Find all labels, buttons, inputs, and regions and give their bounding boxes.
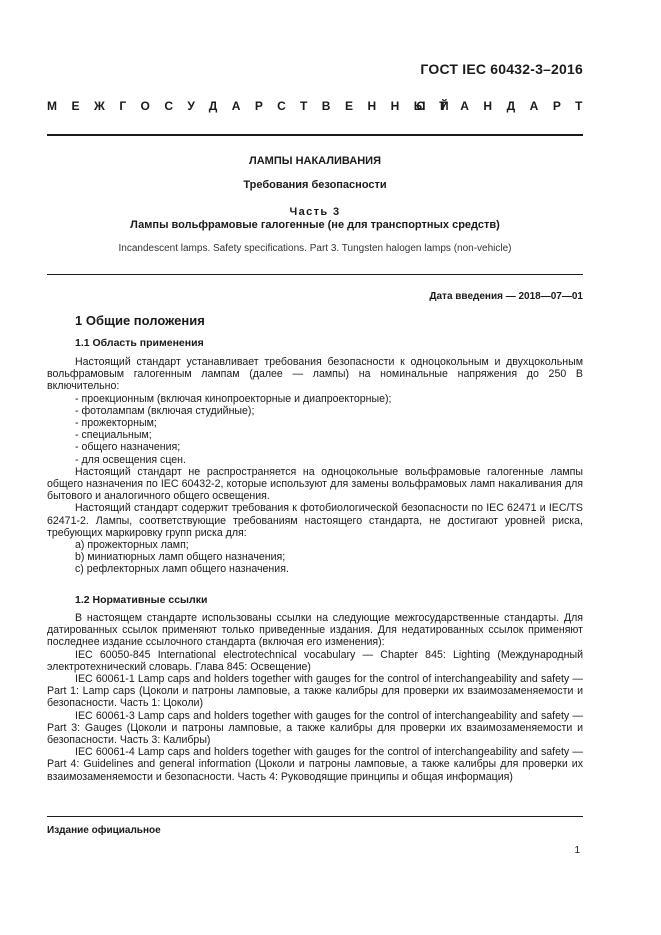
part-title: Лампы вольфрамовые галогенные (не для транспортных средств) (130, 219, 500, 231)
list-item: - фотолампам (включая студийные); (75, 404, 255, 417)
document-code: ГОСТ IEC 60432-3–2016 (420, 61, 583, 77)
paragraph: Настоящий стандарт устанавливает требования безопасности к одноцокольным и двухцокольным вольфрамовым галогенным лампам (далее — лампы) на номинальные напряжения до 250 В включительно: (47, 356, 583, 393)
introduction-date: Дата введения — 2018—07—01 (429, 291, 583, 302)
paragraph: Настоящий стандарт содержит требования к фотобиологической безопасности по IEC 62471 и IEC/TS 62471-2. Лампы, соответствующие требованиям настоящего стандарта, не достигают уровней риска, требующих маркировку групп риска для: (47, 502, 583, 539)
paragraph: Настоящий стандарт не распространяется на одноцокольные вольфрамовые галогенные лампы общего назначения по IEC 60432-2, которые используют для замены вольфрамовых ламп накаливания для бытового и аналогичного общего освещения. (47, 465, 583, 503)
list-item: - специальным; (75, 429, 152, 442)
list-item: - проекционным (включая кинопроекторные и диапроекторные); (75, 392, 392, 405)
reference-entry: IEC 60050-845 International electrotechnical vocabulary — Chapter 845: Lighting (Международный электротехнический словарь. Глава 845: Освещение) (47, 648, 583, 673)
section-1-heading: 1 Общие положения (75, 313, 205, 328)
list-item: - для освещения сцен. (75, 453, 186, 466)
top-divider (47, 134, 583, 136)
section-1-2-body (47, 612, 583, 783)
english-title: Incandescent lamps. Safety specifications. Part 3. Tungsten halogen lamps (non-vehicle) (118, 243, 512, 254)
list-item: b) миниатюрных ламп общего назначения; (75, 551, 286, 564)
footer-divider (47, 816, 583, 817)
list-item: c) рефлекторных ламп общего назначения. (75, 563, 289, 576)
section-1-1-body (47, 356, 583, 576)
list-item: - общего назначения; (75, 441, 181, 454)
document-title: ЛАМПЫ НАКАЛИВАНИЯ (249, 155, 381, 167)
banner-left: МЕЖГОСУДАРСТВЕННЫЙ (47, 99, 464, 113)
paragraph: В настоящем стандарте использованы ссылки на следующие межгосударственные стандарты. Для датированных ссылок применяют только приведенные издания. Для недатированных ссылок применяют последнее издание ссылочного стандарта (включая его изменения): (47, 612, 583, 649)
section-1-1-heading: 1.1 Область применения (75, 337, 204, 349)
banner-right: СТАНДАРТ (416, 99, 597, 113)
document-subtitle: Требования безопасности (243, 179, 387, 191)
page-number: 1 (574, 845, 580, 856)
standard-banner (47, 99, 597, 115)
list-item: - прожекторным; (75, 417, 157, 430)
reference-entry: IEC 60061-3 Lamp caps and holders together with gauges for the control of interchangeability and safety — Part 3: Gauges (Цоколи и патроны ламповые, а также калибры для проверки их взаимозаменяемости и безопасности. Часть 3: Калибры) (47, 709, 583, 747)
section-1-2-heading: 1.2 Нормативные ссылки (75, 594, 208, 606)
list-item: a) прожекторных ламп; (75, 539, 189, 552)
reference-entry: IEC 60061-1 Lamp caps and holders together with gauges for the control of interchangeability and safety — Part 1: Lamp caps (Цоколи и патроны ламповые, а также калибры для проверки их взаимозаменяемости и безопасности. Часть 1: Цоколи) (47, 673, 583, 710)
reference-entry: IEC 60061-4 Lamp caps and holders together with gauges for the control of interchangeability and safety — Part 4: Guidelines and general information (Цоколи и патроны ламповые, а также калибры для проверки их взаимозаменяемости и безопасности. Часть 4: Руководящие принципы и общая информация) (47, 746, 583, 783)
part-number: Часть 3 (289, 206, 341, 218)
title-divider (47, 274, 583, 275)
official-edition-label: Издание официальное (47, 825, 161, 836)
